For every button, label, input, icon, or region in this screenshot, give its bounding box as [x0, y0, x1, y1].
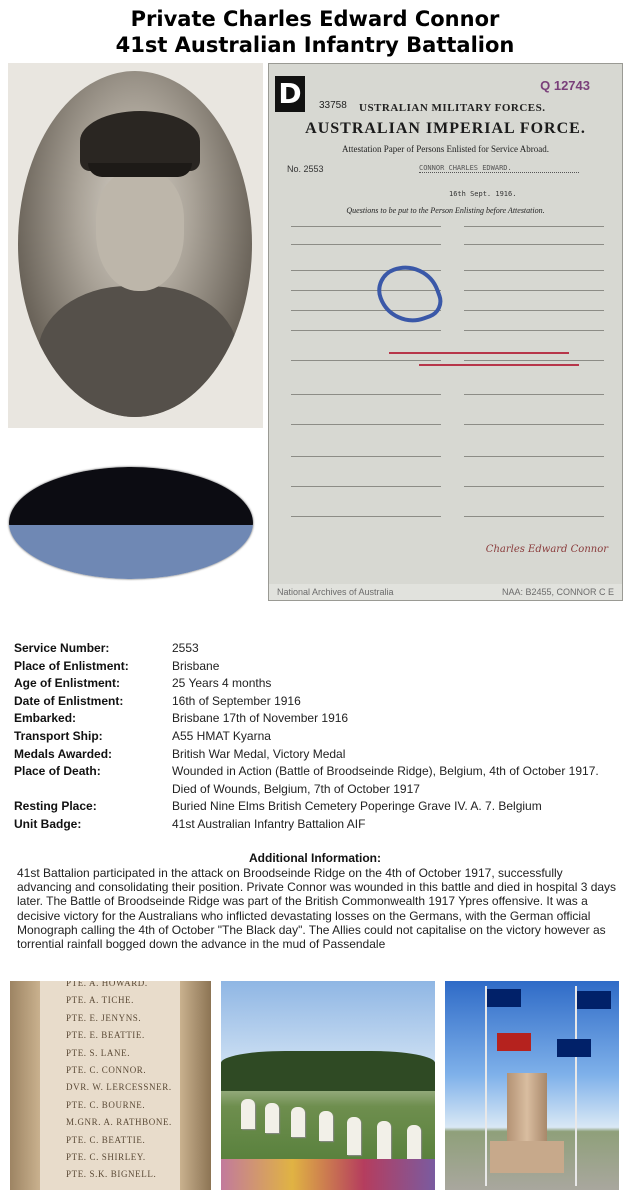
form-line — [291, 486, 441, 487]
form-line — [291, 360, 441, 361]
detail-value: A55 HMAT Kyarna — [172, 728, 271, 743]
form-answer-line — [464, 310, 604, 311]
document-letter-d: D — [275, 76, 305, 112]
form-answer-line — [464, 244, 604, 245]
portrait-oval — [18, 71, 252, 417]
honour-board-frame-left — [10, 981, 40, 1190]
portrait-face — [96, 171, 184, 291]
honour-board-names — [66, 981, 172, 1184]
form-line — [291, 244, 441, 245]
detail-row-place-of-death — [14, 763, 619, 798]
form-answer-line — [464, 486, 604, 487]
detail-row-service-number — [14, 640, 619, 658]
detail-value: 16th of September 1916 — [172, 693, 301, 708]
honour-board-name: PTE. C. BEATTIE. — [66, 1134, 146, 1145]
portrait-cap-visor — [88, 163, 192, 177]
honour-board-name: PTE. S. LANE. — [66, 1047, 131, 1058]
detail-label: Medals Awarded: — [14, 746, 113, 761]
form-answer-line — [464, 456, 604, 457]
detail-value: Brisbane — [172, 658, 220, 673]
form-answer-line — [464, 360, 604, 361]
detail-row-medals-awarded — [14, 746, 619, 764]
honour-board-frame-right — [180, 981, 211, 1190]
detail-row-place-of-enlistment — [14, 658, 619, 676]
headstone — [291, 1107, 305, 1137]
colour-patch-blue-half — [9, 525, 253, 579]
detail-label: Embarked: — [14, 711, 77, 726]
cemetery-photo — [221, 981, 435, 1190]
blue-pencil-mark — [371, 256, 448, 333]
detail-label: Service Number: — [14, 641, 110, 655]
honour-board-photo — [10, 981, 211, 1190]
honour-board-name: PTE. A. HOWARD. — [66, 981, 148, 988]
detail-value: Buried Nine Elms British Cemetery Poperinge Grave IV. A. 7. Belgium — [172, 799, 542, 814]
detail-label: Place of Death: — [14, 764, 101, 779]
australian-flag — [577, 991, 611, 1009]
detail-value: Wounded in Action (Battle of Broodseinde Ridge), Belgium, 4th of October 1917. Died of Wounds, Belgium, 7th of October 1917 — [172, 764, 599, 796]
document-credit-right: NAA: B2455, CONNOR C E — [501, 587, 614, 597]
additional-info-text: 41st Battalion participated in the attack on Broodseinde Ridge on the 4th of October 1917, successfully advancing and consolidating their position. Private Connor was wounded in this battle and died in hospital 3 days later. The Battle of Broodseinde Ridge was part of the British Commonwealth 1917 Ypres offensive. It was a decisive victory for the Australians who inflicted devastating losses on the Germans, with the German official Monograph calling the 4th of October "The Black day". The Allies could not capitalise on the victory however as torrential rainfall bogged down the advance in the mud of Passendale — [17, 866, 617, 952]
honour-board-name: PTE. C. CONNOR. — [66, 1065, 147, 1076]
colour-patch-black-half — [9, 467, 253, 525]
soldier-portrait-photo — [8, 63, 263, 428]
form-answer-line — [464, 330, 604, 331]
colour-patch-oval — [9, 467, 253, 579]
form-answer-line — [464, 424, 604, 425]
honour-board-name: PTE. E. JENYNS. — [66, 1012, 142, 1023]
service-details — [14, 640, 619, 834]
honour-board-name: PTE. C. SHIRLEY. — [66, 1152, 146, 1163]
form-line — [291, 516, 441, 517]
detail-row-embarked — [14, 710, 619, 728]
unit-colour-patch — [3, 453, 261, 591]
detail-value: 2553 — [172, 641, 199, 655]
detail-value: 41st Australian Infantry Battalion AIF — [172, 816, 366, 831]
australian-flag — [557, 1039, 591, 1057]
form-answer-line — [464, 290, 604, 291]
war-memorial-flags-photo — [445, 981, 619, 1190]
detail-value: British War Medal, Victory Medal — [172, 746, 346, 761]
red-ink-annotation — [389, 352, 569, 354]
flag-pole — [485, 986, 487, 1186]
headstone — [377, 1121, 391, 1163]
honour-board-name: M.GNR. A. RATHBONE. — [66, 1117, 172, 1128]
document-questions-heading: Questions to be put to the Person Enlisting before Attestation. — [346, 206, 545, 215]
form-line — [291, 456, 441, 457]
form-line — [291, 226, 441, 227]
attestation-paper-image — [268, 63, 623, 601]
cemetery-flowers — [221, 1159, 435, 1190]
detail-label: Place of Enlistment: — [14, 658, 129, 673]
cemetery-trees — [221, 1051, 435, 1091]
portrait-uniform — [38, 286, 238, 417]
document-name-field: CONNOR CHARLES EDWARD. — [419, 164, 579, 173]
headstone — [319, 1111, 333, 1141]
detail-row-age-of-enlistment — [14, 675, 619, 693]
form-answer-line — [464, 270, 604, 271]
document-number: No. 2553 — [287, 164, 324, 174]
form-answer-line — [464, 226, 604, 227]
detail-row-transport-ship — [14, 728, 619, 746]
headstone — [265, 1103, 279, 1133]
document-q-number: Q 12743 — [540, 78, 590, 93]
detail-row-date-of-enlistment — [14, 693, 619, 711]
form-line — [291, 424, 441, 425]
headstone — [241, 1099, 255, 1129]
detail-label: Age of Enlistment: — [14, 676, 121, 691]
form-answer-line — [464, 516, 604, 517]
detail-value: 25 Years 4 months — [172, 676, 272, 691]
honour-board-name: PTE. A. TICHE. — [66, 995, 134, 1006]
form-answer-line — [464, 394, 604, 395]
detail-row-unit-badge — [14, 816, 619, 834]
page-title — [0, 6, 630, 58]
honour-board-name: PTE. S.K. BIGNELL. — [66, 1169, 157, 1180]
flag-pole — [575, 986, 577, 1186]
honour-board-name: PTE. C. BOURNE. — [66, 1099, 146, 1110]
detail-row-resting-place — [14, 798, 619, 816]
red-ensign-flag — [497, 1033, 531, 1051]
document-serial: 33758 — [319, 100, 347, 111]
document-joined-date: 16th Sept. 1916. — [449, 190, 517, 198]
document-attestation-subtitle: Attestation Paper of Persons Enlisted for Service Abroad. — [342, 144, 549, 154]
honour-board-name: DVR. W. LERCESSNER. — [66, 1082, 172, 1093]
title-line-name: Private Charles Edward Connor — [130, 7, 500, 31]
detail-label: Unit Badge: — [14, 816, 82, 831]
portrait-cap — [80, 111, 200, 171]
additional-info-heading: Additional Information: — [249, 851, 381, 865]
form-line — [291, 330, 441, 331]
honour-board-name: PTE. E. BEATTIE. — [66, 1030, 145, 1041]
cenotaph-base — [490, 1141, 564, 1173]
document-credit-left: National Archives of Australia — [277, 587, 394, 597]
detail-value: Brisbane 17th of November 1916 — [172, 711, 349, 726]
headstone — [347, 1117, 361, 1155]
document-signature: Charles Edward Connor — [485, 544, 608, 555]
detail-label: Resting Place: — [14, 799, 97, 814]
document-aif-heading: AUSTRALIAN IMPERIAL FORCE. — [305, 120, 586, 137]
detail-label: Date of Enlistment: — [14, 693, 124, 708]
australian-flag — [487, 989, 521, 1007]
red-ink-annotation — [419, 364, 579, 366]
title-line-unit: 41st Australian Infantry Battalion — [115, 33, 515, 57]
document-military-forces: USTRALIAN MILITARY FORCES. — [359, 102, 546, 114]
form-line — [291, 394, 441, 395]
detail-label: Transport Ship: — [14, 728, 103, 743]
